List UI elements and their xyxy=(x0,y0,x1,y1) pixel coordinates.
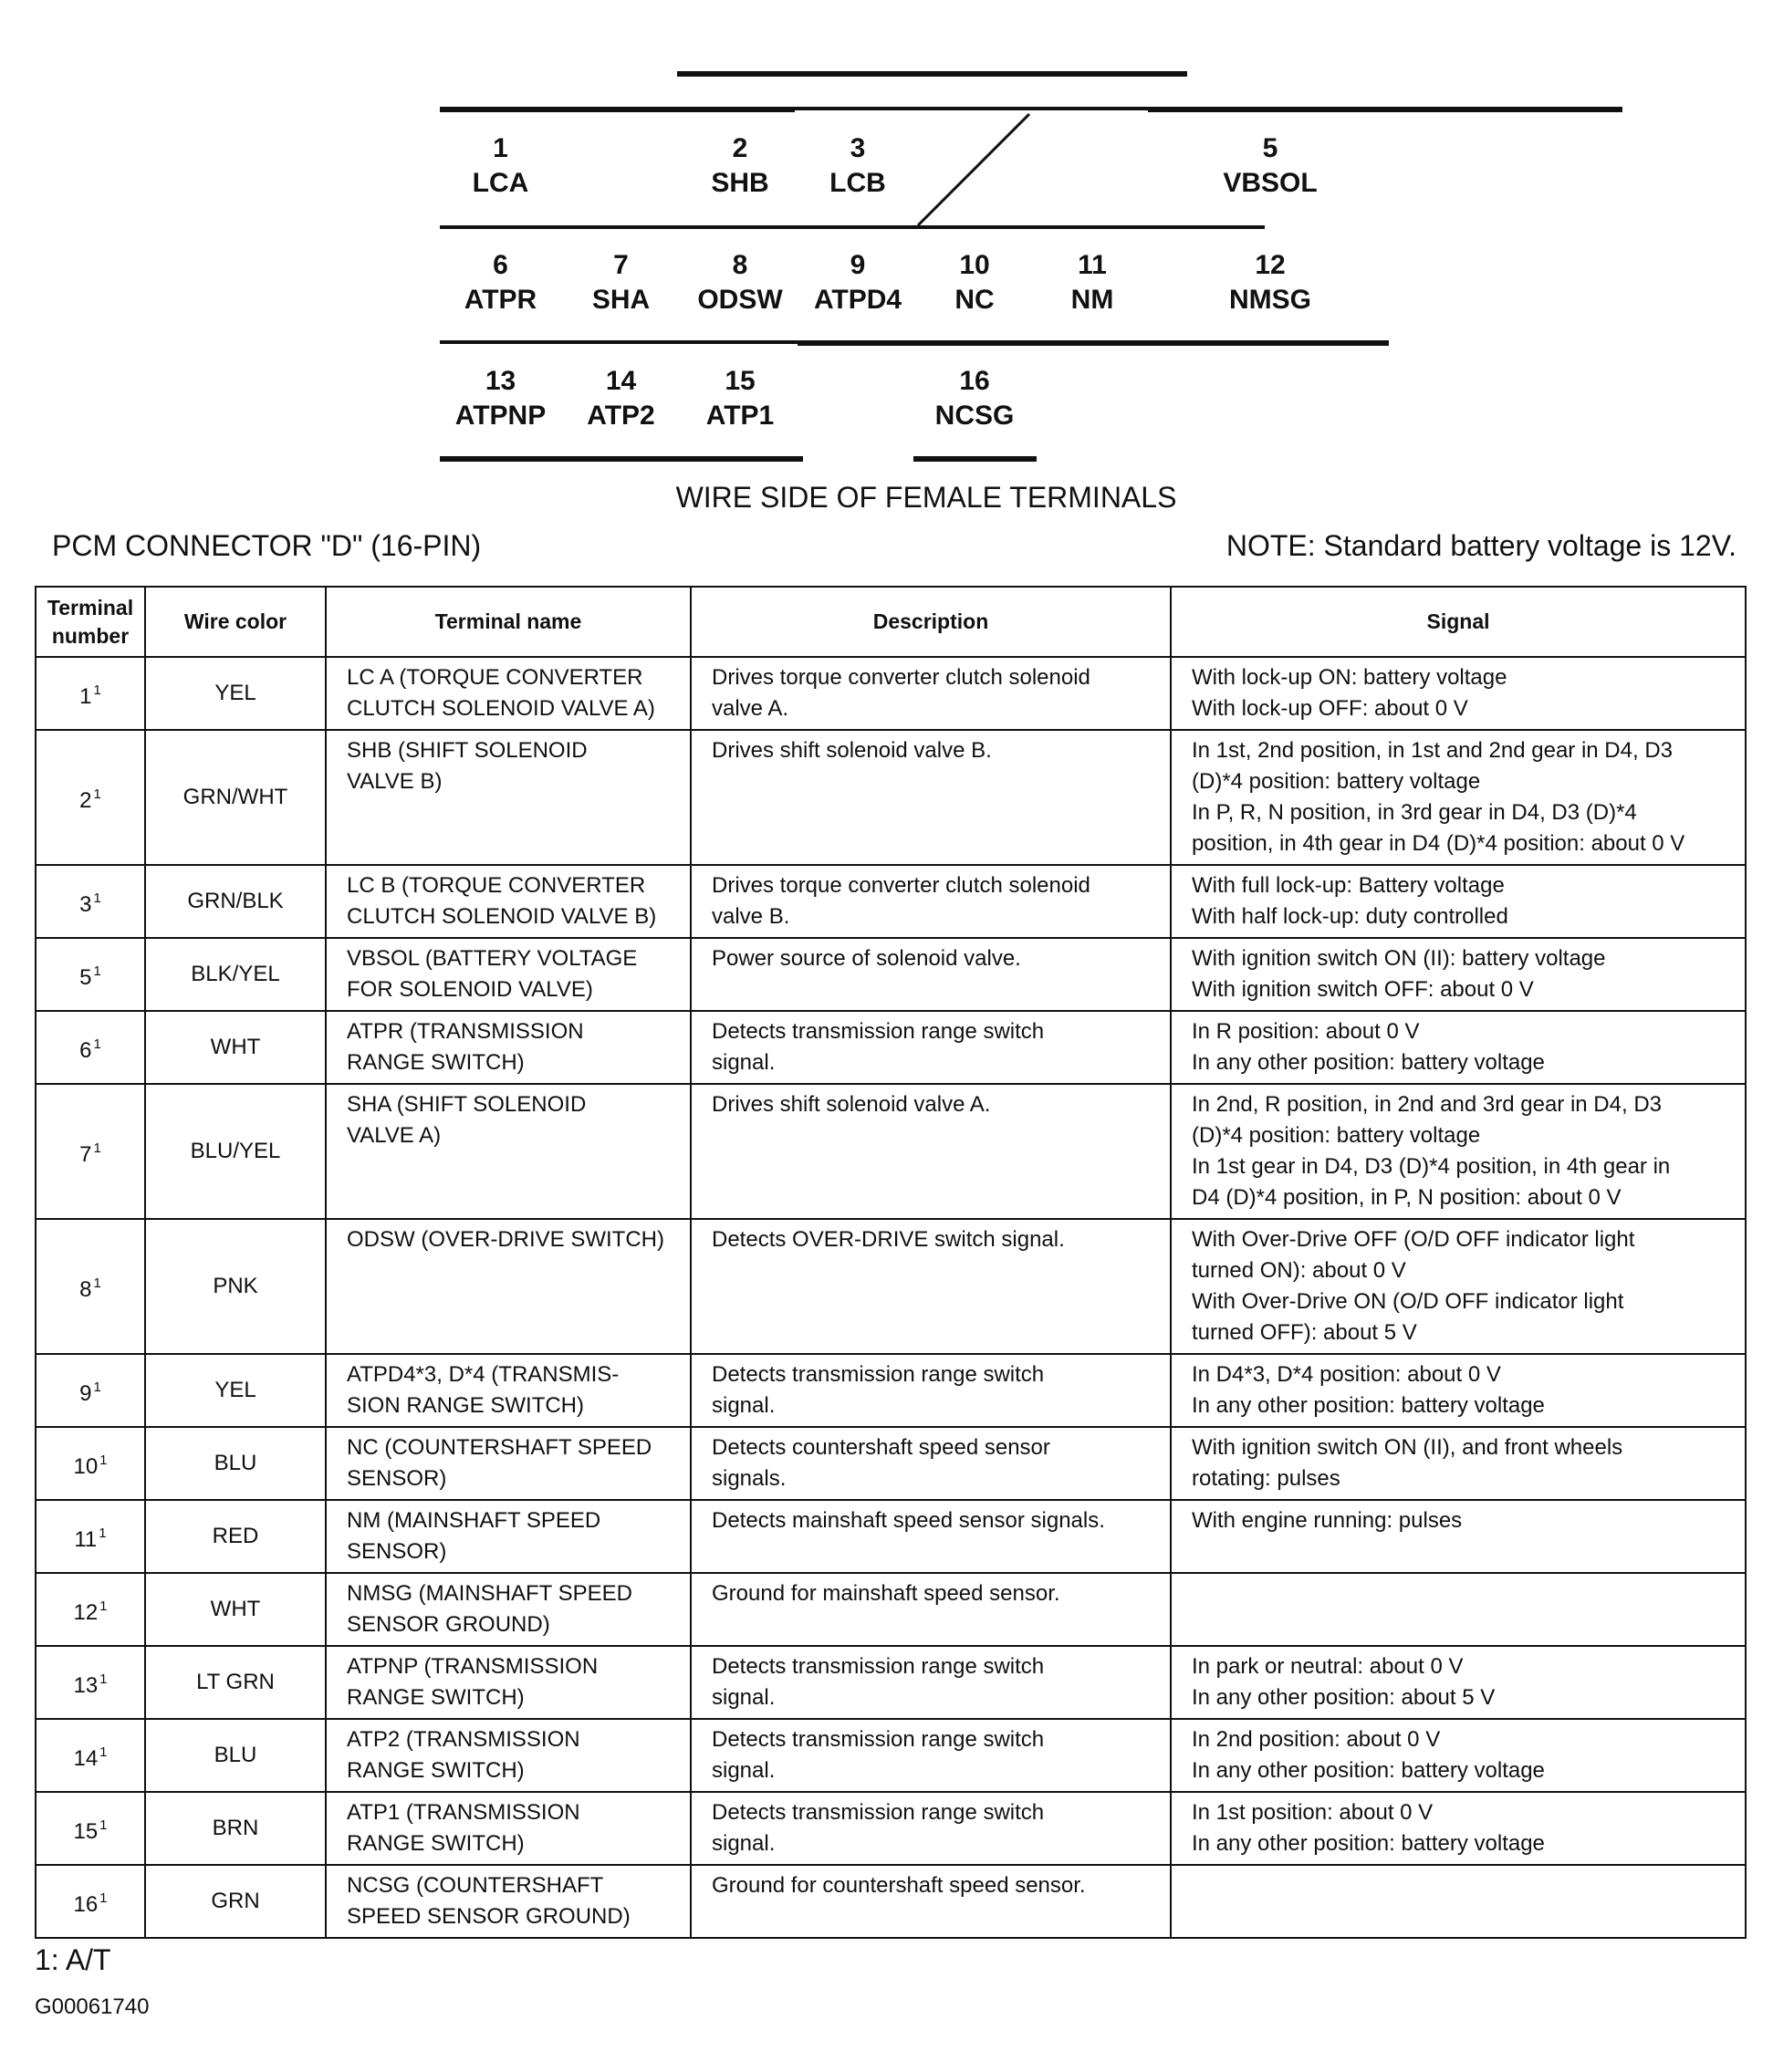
signal: With full lock-up: Battery voltage With half lock-up: duty controlled xyxy=(1171,865,1746,938)
description: Drives torque converter clutch solenoid valve B. xyxy=(691,865,1171,938)
wire-color: GRN/WHT xyxy=(145,730,326,865)
terminal-number xyxy=(36,657,145,730)
header-wire-color: Wire color xyxy=(145,587,326,657)
footnote-mark: 1 xyxy=(93,890,101,906)
connector-title: PCM CONNECTOR "D" (16-PIN) xyxy=(52,529,482,562)
terminal-name: LC B (TORQUE CONVERTER CLUTCH SOLENOID VALVE B) xyxy=(326,865,691,938)
description: Detects OVER-DRIVE switch signal. xyxy=(691,1219,1171,1354)
description: Drives shift solenoid valve B. xyxy=(691,730,1171,865)
signal xyxy=(1171,1865,1746,1938)
pin-table xyxy=(35,586,1747,1939)
terminal-number xyxy=(36,1573,145,1646)
connector-pin-16 xyxy=(916,340,1033,456)
table-row xyxy=(36,1792,1746,1865)
pin-number: 13 xyxy=(485,365,516,396)
terminal-name: ATP2 (TRANSMISSION RANGE SWITCH) xyxy=(326,1719,691,1792)
footnote-mark: 1 xyxy=(99,1598,108,1614)
table-row xyxy=(36,657,1746,730)
footnote-mark: 1 xyxy=(93,1379,101,1395)
pin-label: LCB xyxy=(829,168,886,198)
wire-color: YEL xyxy=(145,1354,326,1427)
pin-label: ATPD4 xyxy=(813,285,902,315)
terminal-name: NMSG (MAINSHAFT SPEED SENSOR GROUND) xyxy=(326,1573,691,1646)
pin-number: 16 xyxy=(959,365,990,396)
signal: In R position: about 0 V In any other position: battery voltage xyxy=(1171,1011,1746,1084)
connector-pin-15 xyxy=(681,340,799,456)
pin-number: 2 xyxy=(732,133,748,163)
terminal-number-value: 8 xyxy=(79,1276,92,1302)
wire-color: BLU/YEL xyxy=(145,1084,326,1219)
terminal-number xyxy=(36,938,145,1011)
connector-grid-line xyxy=(561,225,792,229)
footnote-mark: 1 xyxy=(99,1890,108,1906)
table-row xyxy=(36,938,1746,1011)
wire-color: RED xyxy=(145,1500,326,1573)
connector-grid-line xyxy=(1031,225,1146,229)
connector-pin-6 xyxy=(440,225,561,340)
connector-grid-line xyxy=(1030,71,1187,77)
pin-label: ATP1 xyxy=(705,400,775,431)
terminal-number xyxy=(36,1427,145,1500)
terminal-name: SHA (SHIFT SOLENOID VALVE A) xyxy=(326,1084,691,1219)
terminal-name: ODSW (OVER-DRIVE SWITCH) xyxy=(326,1219,691,1354)
connector-grid-line xyxy=(558,107,680,112)
table-row xyxy=(36,1011,1746,1084)
connector-pin-10 xyxy=(916,225,1033,340)
table-row xyxy=(36,1500,1746,1573)
table-row xyxy=(36,1354,1746,1427)
pin-label: ATPNP xyxy=(454,400,547,431)
signal: In D4*3, D*4 position: about 0 V In any other position: battery voltage xyxy=(1171,1354,1746,1427)
terminal-number xyxy=(36,1219,145,1354)
table-header-row xyxy=(36,587,1746,657)
connector-pin-1 xyxy=(440,107,561,225)
pin-number: 11 xyxy=(1078,250,1107,280)
footnote-mark: 1 xyxy=(93,1275,101,1291)
connector-pin-9 xyxy=(799,225,916,340)
terminal-name: ATPD4*3, D*4 (TRANSMIS- SION RANGE SWITCH) xyxy=(326,1354,691,1427)
wire-color: GRN/BLK xyxy=(145,865,326,938)
footnote-mark: 1 xyxy=(93,1140,101,1156)
pin-label: VBSOL xyxy=(1223,168,1318,198)
table-row xyxy=(36,1084,1746,1219)
header-signal: Signal xyxy=(1171,587,1746,657)
pin-label: LCA xyxy=(472,168,529,198)
terminal-number-value: 6 xyxy=(79,1037,92,1063)
footnote-mark: 1 xyxy=(93,1036,101,1052)
pin-number: 3 xyxy=(850,133,866,163)
pin-number: 15 xyxy=(725,365,756,396)
signal: With ignition switch ON (II), and front wheels rotating: pulses xyxy=(1171,1427,1746,1500)
terminal-number-value: 1 xyxy=(79,683,92,709)
description: Drives torque converter clutch solenoid valve A. xyxy=(691,657,1171,730)
table-row xyxy=(36,1573,1746,1646)
description: Detects transmission range switch signal. xyxy=(691,1646,1171,1719)
terminal-number xyxy=(36,1011,145,1084)
terminal-number-value: 7 xyxy=(79,1141,92,1167)
description: Power source of solenoid valve. xyxy=(691,938,1171,1011)
wire-color: PNK xyxy=(145,1219,326,1354)
terminal-number xyxy=(36,1646,145,1719)
pin-label: SHA xyxy=(591,285,651,315)
pin-label: ATP2 xyxy=(587,400,655,431)
footnote-mark: 1 xyxy=(99,1525,107,1541)
connector-grid-line xyxy=(913,456,1037,462)
connector-pin-14 xyxy=(561,340,681,456)
description: Detects transmission range switch signal. xyxy=(691,1792,1171,1865)
wire-color: YEL xyxy=(145,657,326,730)
table-row xyxy=(36,1646,1746,1719)
table-row xyxy=(36,1427,1746,1500)
connector-diagram xyxy=(0,0,1773,474)
pin-label: NMSG xyxy=(1229,285,1311,315)
terminal-number-value: 12 xyxy=(73,1599,99,1625)
terminal-number-value: 3 xyxy=(79,891,92,917)
signal: In 1st, 2nd position, in 1st and 2nd gear in D4, D3 (D)*4 position: battery voltage In P, R, N position, in 3rd gear in D4, D3 (D)*4 position, in 4th gear in D4 (D)*4 position: about 0 V xyxy=(1171,730,1746,865)
description: Ground for mainshaft speed sensor. xyxy=(691,1573,1171,1646)
terminal-name: ATPNP (TRANSMISSION RANGE SWITCH) xyxy=(326,1646,691,1719)
pin-number: 5 xyxy=(1262,133,1278,163)
pin-label: ODSW xyxy=(697,285,783,315)
terminal-name: NM (MAINSHAFT SPEED SENSOR) xyxy=(326,1500,691,1573)
table-row xyxy=(36,730,1746,865)
connector-pin-2 xyxy=(681,107,799,225)
terminal-number-value: 5 xyxy=(79,964,92,990)
pin-number: 12 xyxy=(1255,250,1286,280)
connector-pin-3 xyxy=(799,107,916,225)
terminal-name: NC (COUNTERSHAFT SPEED SENSOR) xyxy=(326,1427,691,1500)
wire-color: GRN xyxy=(145,1865,326,1938)
pin-number: 10 xyxy=(959,250,990,280)
footnote-mark: 1 xyxy=(93,682,101,698)
description: Detects transmission range switch signal. xyxy=(691,1354,1171,1427)
header-description: Description xyxy=(691,587,1171,657)
pin-number: 9 xyxy=(850,250,866,280)
signal: With Over-Drive OFF (O/D OFF indicator light turned ON): about 0 V With Over-Drive ON (O/D OFF indicator light turned OFF): about 5 V xyxy=(1171,1219,1746,1354)
wire-color: BLK/YEL xyxy=(145,938,326,1011)
description: Ground for countershaft speed sensor. xyxy=(691,1865,1171,1938)
terminal-name: ATPR (TRANSMISSION RANGE SWITCH) xyxy=(326,1011,691,1084)
description: Detects mainshaft speed sensor signals. xyxy=(691,1500,1171,1573)
connector-grid-line xyxy=(1148,107,1389,112)
terminal-number-value: 11 xyxy=(74,1526,98,1552)
table-row xyxy=(36,865,1746,938)
terminal-name: ATP1 (TRANSMISSION RANGE SWITCH) xyxy=(326,1792,691,1865)
connector-grid-line xyxy=(440,456,803,462)
terminal-number-value: 16 xyxy=(73,1891,99,1917)
signal: In 2nd position: about 0 V In any other position: battery voltage xyxy=(1171,1719,1746,1792)
signal: With lock-up ON: battery voltage With lock-up OFF: about 0 V xyxy=(1171,657,1746,730)
connector-grid-line xyxy=(1383,107,1622,112)
description: Drives shift solenoid valve A. xyxy=(691,1084,1171,1219)
pin-label: NCSG xyxy=(934,400,1015,431)
signal: In park or neutral: about 0 V In any other position: about 5 V xyxy=(1171,1646,1746,1719)
wire-color: BLU xyxy=(145,1719,326,1792)
footnote-mark: 1 xyxy=(99,1817,108,1833)
connector-pin-8 xyxy=(681,225,799,340)
footnote-mark: 1 xyxy=(93,786,101,802)
terminal-name: SHB (SHIFT SOLENOID VALVE B) xyxy=(326,730,691,865)
figure-id: G00061740 xyxy=(35,1994,150,2019)
wire-color: BRN xyxy=(145,1792,326,1865)
wire-color: WHT xyxy=(145,1573,326,1646)
pin-label: SHB xyxy=(711,168,769,198)
battery-voltage-note: NOTE: Standard battery voltage is 12V. xyxy=(1225,529,1736,562)
terminal-number xyxy=(36,1865,145,1938)
terminal-number-value: 9 xyxy=(79,1380,92,1406)
connector-caption: WIRE SIDE OF FEMALE TERMINALS xyxy=(675,481,1177,514)
header-terminal-name: Terminal name xyxy=(326,587,691,657)
signal xyxy=(1171,1573,1746,1646)
signal: In 1st position: about 0 V In any other position: battery voltage xyxy=(1171,1792,1746,1865)
terminal-number xyxy=(36,865,145,938)
pin-number: 6 xyxy=(493,250,508,280)
wire-color: BLU xyxy=(145,1427,326,1500)
footnote-mark: 1 xyxy=(93,963,101,979)
signal: In 2nd, R position, in 2nd and 3rd gear in D4, D3 (D)*4 position: battery voltage In 1st gear in D4, D3 (D)*4 position, in 4th gear in D4 (D)*4 position, in P, N position: about 0 V xyxy=(1171,1084,1746,1219)
terminal-number-value: 10 xyxy=(73,1453,99,1479)
connector-pin-11 xyxy=(1033,225,1152,340)
wire-color: WHT xyxy=(145,1011,326,1084)
connector-pin-7 xyxy=(561,225,681,340)
terminal-name: LC A (TORQUE CONVERTER CLUTCH SOLENOID VALVE A) xyxy=(326,657,691,730)
connector-pin-12 xyxy=(1152,225,1389,340)
footnote-mark: 1 xyxy=(99,1671,108,1687)
description: Detects transmission range switch signal. xyxy=(691,1011,1171,1084)
description: Detects transmission range switch signal. xyxy=(691,1719,1171,1792)
terminal-number-value: 14 xyxy=(73,1745,99,1771)
table-row xyxy=(36,1219,1746,1354)
terminal-number xyxy=(36,1719,145,1792)
terminal-number xyxy=(36,1354,145,1427)
footnote-mark: 1 xyxy=(99,1452,108,1468)
terminal-number-value: 15 xyxy=(73,1818,99,1844)
footnote-mark: 1 xyxy=(99,1744,108,1760)
pin-number: 1 xyxy=(493,133,508,163)
empty-slot-diagonal xyxy=(916,109,1035,227)
pin-label: ATPR xyxy=(464,285,537,315)
signal: With ignition switch ON (II): battery voltage With ignition switch OFF: about 0 V xyxy=(1171,938,1746,1011)
footnote: 1: A/T xyxy=(35,1943,111,1976)
connector-pin-13 xyxy=(440,340,561,456)
terminal-number xyxy=(36,730,145,865)
pin-number: 7 xyxy=(613,250,629,280)
connector-pin-5 xyxy=(1152,107,1389,225)
terminal-number-value: 2 xyxy=(79,787,92,813)
header-terminal-number: Terminal number xyxy=(36,587,145,657)
terminal-name: NCSG (COUNTERSHAFT SPEED SENSOR GROUND) xyxy=(326,1865,691,1938)
terminal-number xyxy=(36,1500,145,1573)
description: Detects countershaft speed sensor signals. xyxy=(691,1427,1171,1500)
terminal-number-value: 13 xyxy=(73,1672,99,1698)
pin-number: 8 xyxy=(732,250,748,280)
connector-grid-line xyxy=(677,71,1036,77)
pin-label: NM xyxy=(1070,285,1114,315)
pin-number: 14 xyxy=(605,365,637,396)
wire-color: LT GRN xyxy=(145,1646,326,1719)
terminal-number xyxy=(36,1084,145,1219)
connector-grid-line xyxy=(440,340,1389,344)
terminal-number xyxy=(36,1792,145,1865)
signal: With engine running: pulses xyxy=(1171,1500,1746,1573)
table-row xyxy=(36,1719,1746,1792)
connector-grid-line xyxy=(1150,225,1265,229)
pin-label: NC xyxy=(954,285,995,315)
terminal-name: VBSOL (BATTERY VOLTAGE FOR SOLENOID VALVE) xyxy=(326,938,691,1011)
table-row xyxy=(36,1865,1746,1938)
